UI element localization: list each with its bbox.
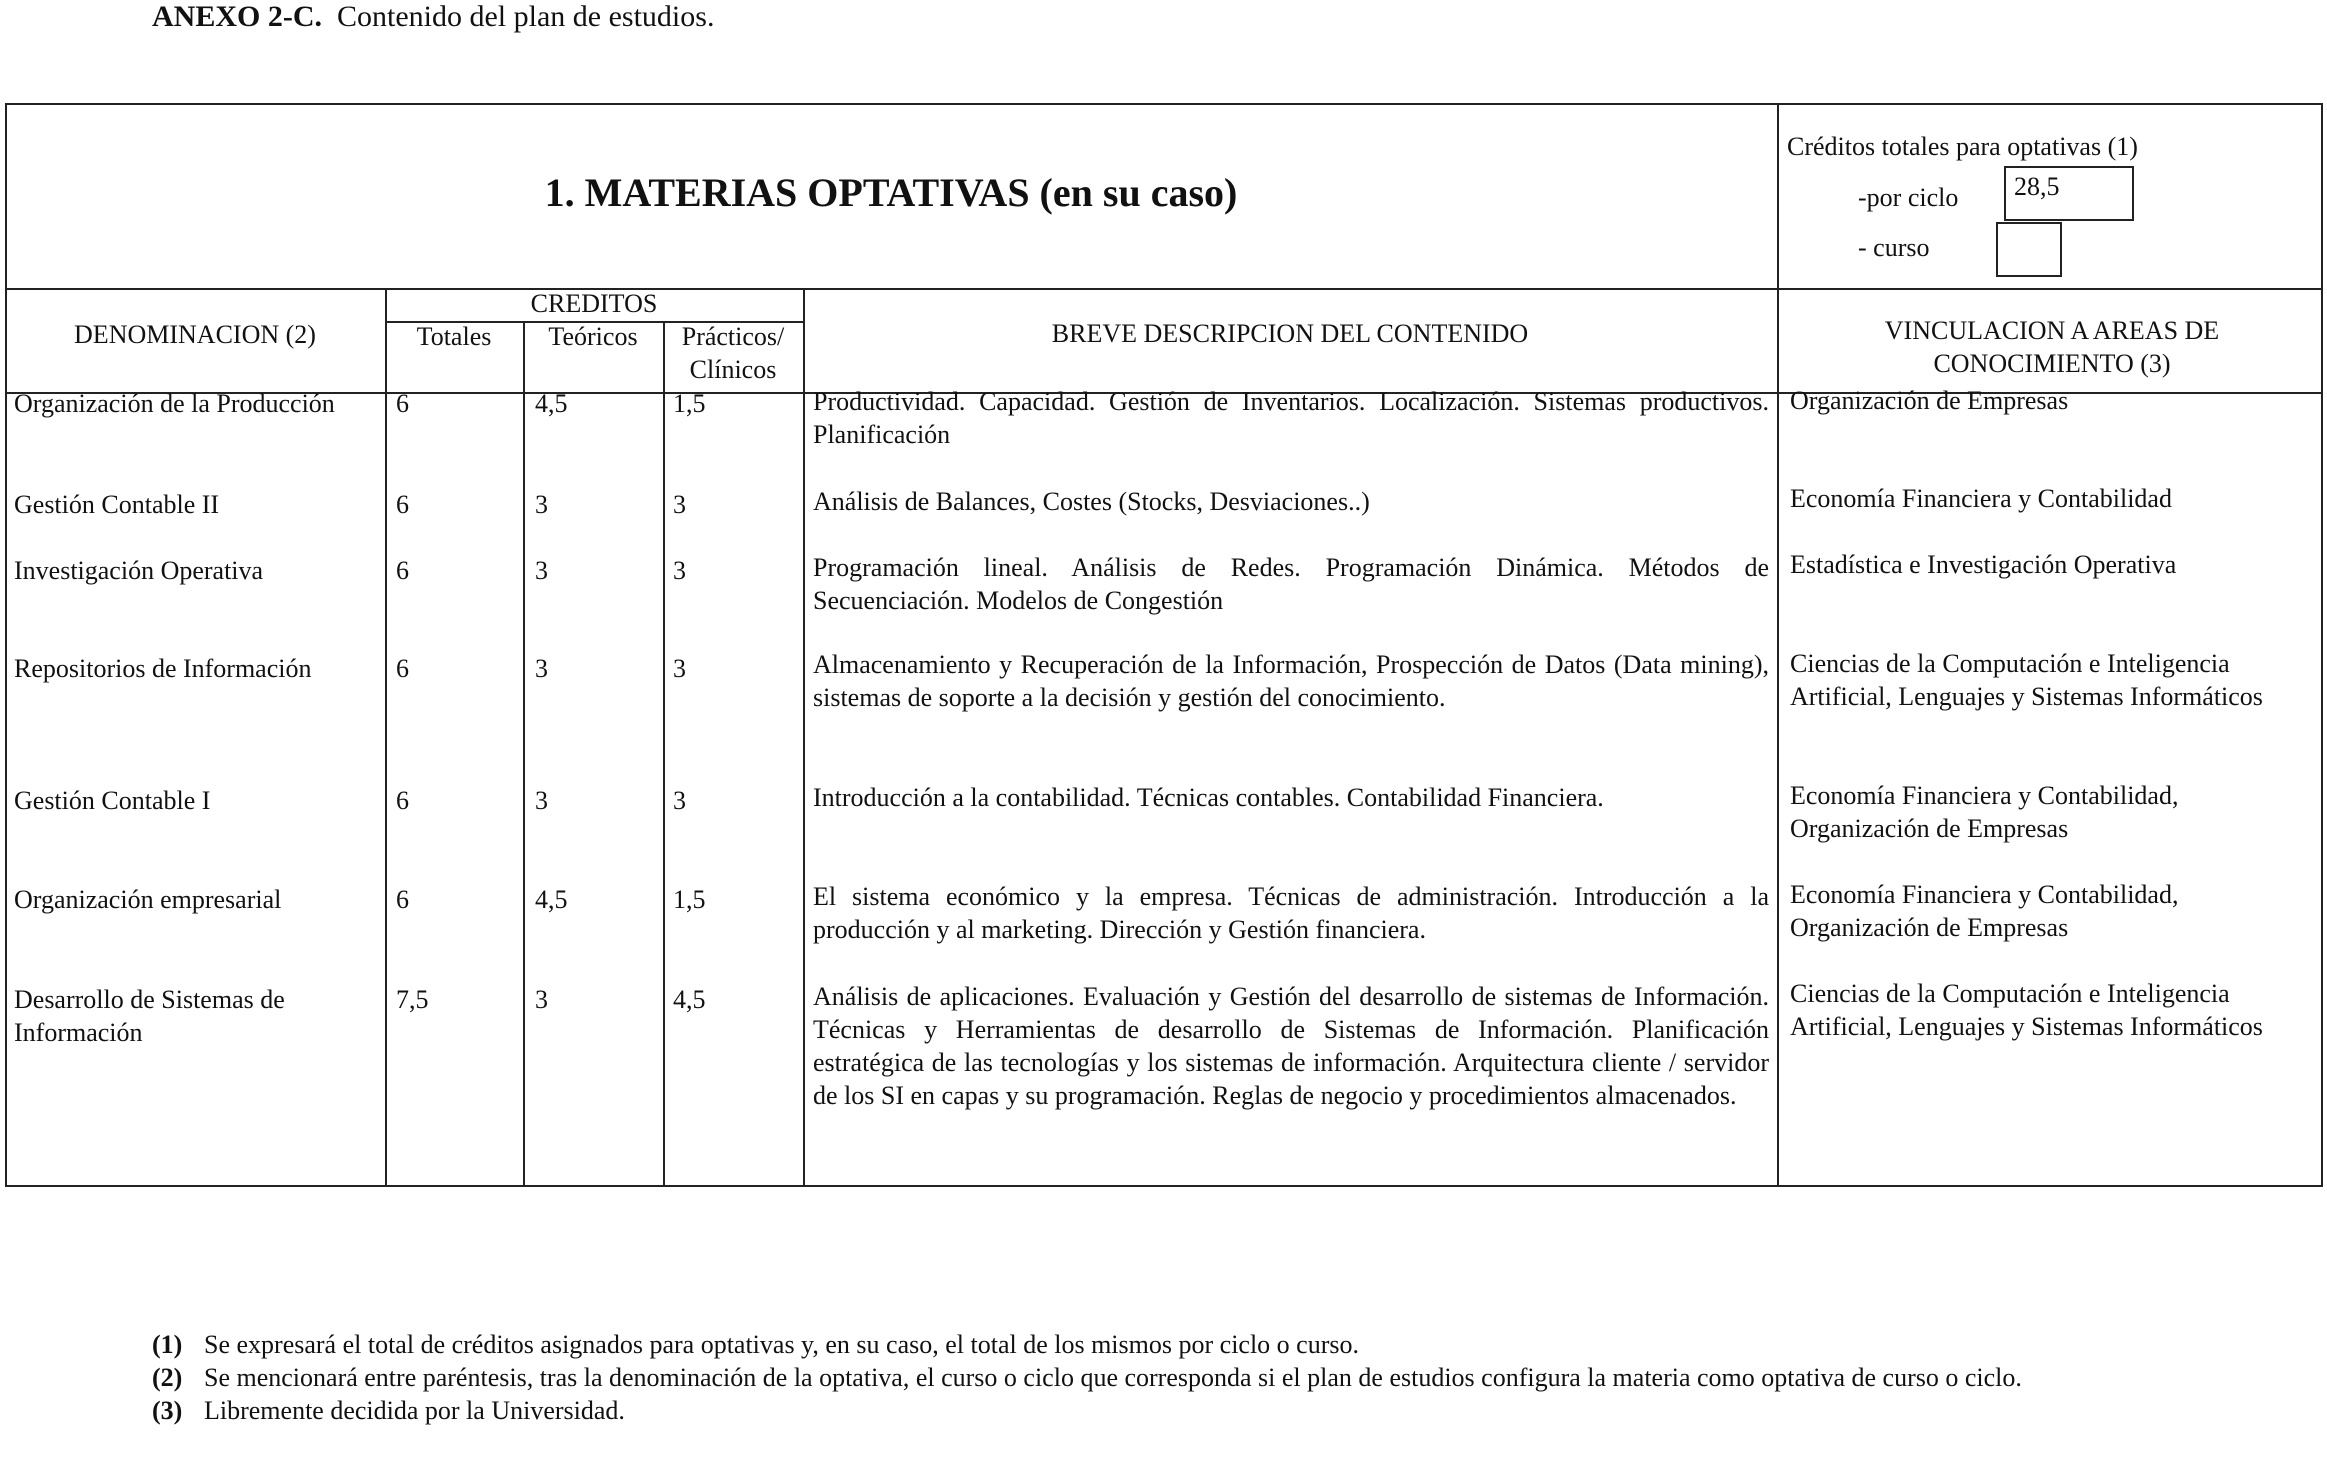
col-divider-3: [663, 321, 665, 1187]
row-6-name: Organización empresarial: [14, 885, 282, 914]
row-4-descripcion: Almacenamiento y Recuperación de la Información, Prospección de Datos (Data mining), sistemas de soporte a la decisión y gestión del conocimiento.: [813, 650, 1769, 712]
row-4-teoricos: 3: [535, 654, 548, 683]
header-practicos: Prácticos/ Clínicos: [681, 322, 785, 384]
header-totales: Totales: [416, 322, 492, 351]
row-1-descripcion: Productividad. Capacidad. Gestión de Inventarios. Localización. Sistemas productivos. Planificación: [813, 387, 1769, 449]
row-2-descripcion: Análisis de Balances, Costes (Stocks, Desviaciones..): [813, 487, 1370, 516]
por-ciclo-field[interactable]: 28,5: [2004, 166, 2134, 221]
row-4-practicos: 3: [673, 654, 686, 683]
row-3-areas: Estadística e Investigación Operativa: [1790, 550, 2177, 579]
header-denominacion: DENOMINACION (2): [74, 320, 316, 349]
footnote-1: [152, 1328, 2264, 1361]
row-1-practicos: 1,5: [673, 389, 706, 418]
credits-summary-label: Créditos totales para optativas (1): [1787, 132, 2138, 161]
footnote-1-number: (1): [152, 1330, 183, 1359]
row-1-name: Organización de la Producción: [14, 389, 335, 418]
header-vinculacion: VINCULACION A AREAS DE CONOCIMIENTO (3): [1884, 316, 2220, 378]
col-divider-4: [803, 288, 805, 1187]
annex-text: Contenido del plan de estudios.: [337, 0, 715, 33]
row-6-totales: 6: [396, 885, 409, 914]
footnote-3: [152, 1394, 2264, 1427]
footnote-2-number: (2): [152, 1363, 183, 1392]
row-7-practicos: 4,5: [673, 985, 706, 1014]
footnote-3-text: Libremente decidida por la Universidad.: [204, 1396, 625, 1425]
row-5-areas: Economía Financiera y Contabilidad, Organización de Empresas: [1790, 781, 2179, 843]
col-divider-2: [523, 321, 525, 1187]
row-7-descripcion: Análisis de aplicaciones. Evaluación y Gestión del desarrollo de sistemas de Información. Técnicas y Herramientas de desarrollo de Sistemas de Información. Planificación estratégica de las tecnologías y los sistemas de información. Arquitectura cliente / servidor de los SI en capas y su programación. Reglas de negocio y procedimientos almacenados.: [813, 982, 1769, 1110]
col-divider-1: [385, 288, 387, 1187]
annex-heading: [152, 0, 714, 34]
row-1-areas: Organización de Empresas: [1790, 386, 2069, 415]
curso-label: - curso: [1858, 233, 1930, 262]
row-5-descripcion: Introducción a la contabilidad. Técnicas contables. Contabilidad Financiera.: [813, 783, 1604, 812]
footnote-3-number: (3): [152, 1396, 183, 1425]
row-3-descripcion: Programación lineal. Análisis de Redes. Programación Dinámica. Métodos de Secuenciación. Modelos de Congestión: [813, 553, 1769, 615]
row-2-name: Gestión Contable II: [14, 490, 220, 519]
row-6-teoricos: 4,5: [535, 885, 568, 914]
col-divider-5: [1777, 103, 1779, 1187]
row-1-teoricos: 4,5: [535, 389, 568, 418]
header-creditos: CREDITOS: [530, 289, 658, 318]
row-5-name: Gestión Contable I: [14, 786, 211, 815]
row-4-areas: Ciencias de la Computación e Inteligencia Artificial, Lenguajes y Sistemas Informáticos: [1790, 649, 2263, 711]
footnote-2-text: Se mencionará entre paréntesis, tras la denominación de la optativa, el curso o ciclo que corresponda si el plan de estudios configura la materia como optativa de curso o ciclo.: [204, 1363, 2022, 1392]
row-6-areas: Economía Financiera y Contabilidad, Organización de Empresas: [1790, 880, 2179, 942]
row-2-totales: 6: [396, 490, 409, 519]
row-3-totales: 6: [396, 556, 409, 585]
row-7-areas: Ciencias de la Computación e Inteligencia Artificial, Lenguajes y Sistemas Informáticos: [1790, 979, 2263, 1041]
row-2-practicos: 3: [673, 490, 686, 519]
footnotes: [152, 1328, 2264, 1427]
row-6-descripcion: El sistema económico y la empresa. Técnicas de administración. Introducción a la producción y al marketing. Dirección y Gestión financiera.: [813, 882, 1769, 944]
row-3-teoricos: 3: [535, 556, 548, 585]
row-5-practicos: 3: [673, 786, 686, 815]
por-ciclo-label: -por ciclo: [1858, 183, 1959, 212]
row-7-teoricos: 3: [535, 985, 548, 1014]
curso-field[interactable]: [1996, 222, 2062, 277]
row-2-teoricos: 3: [535, 490, 548, 519]
row-4-totales: 6: [396, 654, 409, 683]
header-teoricos: Teóricos: [548, 322, 638, 351]
footnote-2: [152, 1361, 2264, 1394]
header-descripcion: BREVE DESCRIPCION DEL CONTENIDO: [1051, 319, 1529, 348]
annex-label: ANEXO 2-C.: [152, 0, 322, 33]
row-5-totales: 6: [396, 786, 409, 815]
row-5-teoricos: 3: [535, 786, 548, 815]
row-7-name: Desarrollo de Sistemas de Información: [14, 985, 285, 1047]
row-3-practicos: 3: [673, 556, 686, 585]
row-6-practicos: 1,5: [673, 885, 706, 914]
footnote-1-text: Se expresará el total de créditos asignados para optativas y, en su caso, el total de los mismos por ciclo o curso.: [204, 1330, 1359, 1359]
page-title: 1. MATERIAS OPTATIVAS (en su caso): [544, 170, 1238, 215]
row-2-areas: Economía Financiera y Contabilidad: [1790, 484, 2172, 513]
row-1-totales: 6: [396, 389, 409, 418]
row-7-totales: 7,5: [396, 985, 429, 1014]
row-3-name: Investigación Operativa: [14, 556, 264, 585]
row-4-name: Repositorios de Información: [14, 654, 312, 683]
title-row-divider: [5, 288, 2323, 290]
